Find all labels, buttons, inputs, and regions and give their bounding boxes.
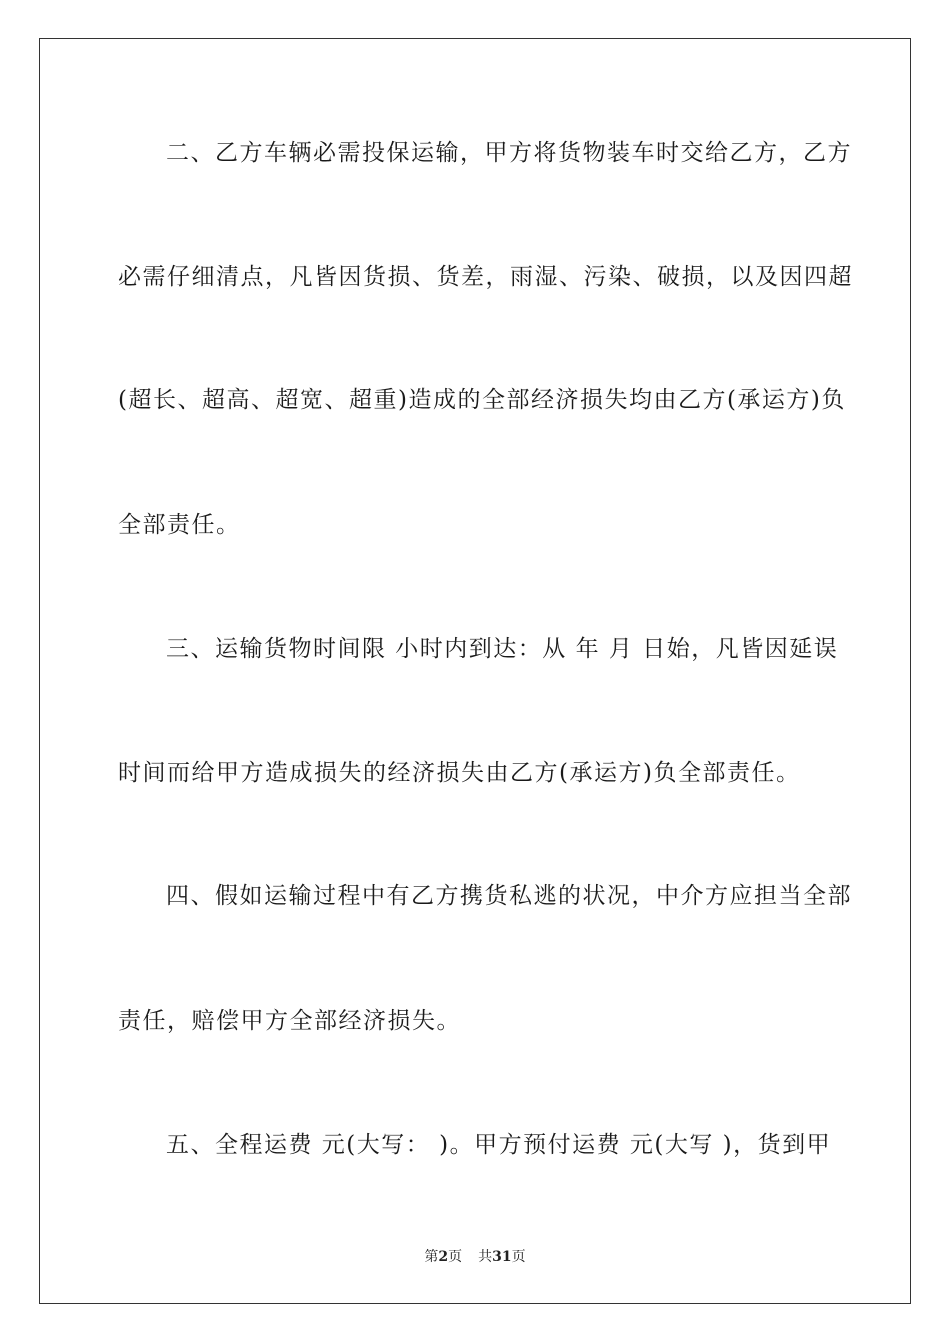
paragraph-2-line-4: 全部责任。 <box>118 512 241 538</box>
paragraph-2-line-3: (超长、超高、超宽、超重)造成的全部经济损失均由乙方(承运方)负 <box>118 387 846 413</box>
footer-total-pages: 31 <box>492 1249 512 1265</box>
footer-total-prefix: 共 <box>478 1249 493 1265</box>
page-border <box>39 38 911 1304</box>
page-footer <box>0 1248 950 1266</box>
paragraph-3-line-1: 三、运输货物时间限 小时内到达：从 年 月 日始，凡皆因延误 <box>166 636 839 662</box>
paragraph-4-line-1: 四、假如运输过程中有乙方携货私逃的状况，中介方应担当全部 <box>166 883 852 909</box>
footer-page-suffix: 页 <box>448 1249 463 1265</box>
paragraph-3-line-2: 时间而给甲方造成损失的经济损失由乙方(承运方)负全部责任。 <box>118 760 801 786</box>
paragraph-2-line-2: 必需仔细清点，凡皆因货损、货差，雨湿、污染、破损，以及因四超 <box>118 264 853 290</box>
footer-page-prefix: 第 <box>424 1249 439 1265</box>
footer-page-number: 2 <box>438 1249 449 1265</box>
paragraph-4-line-2: 责任，赔偿甲方全部经济损失。 <box>118 1008 461 1034</box>
paragraph-2-line-1: 二、乙方车辆必需投保运输，甲方将货物装车时交给乙方，乙方 <box>166 140 852 166</box>
footer-total-suffix: 页 <box>511 1249 526 1265</box>
paragraph-5-line-1: 五、全程运费 元(大写： )。甲方预付运费 元(大写 )，货到甲 <box>166 1132 832 1158</box>
